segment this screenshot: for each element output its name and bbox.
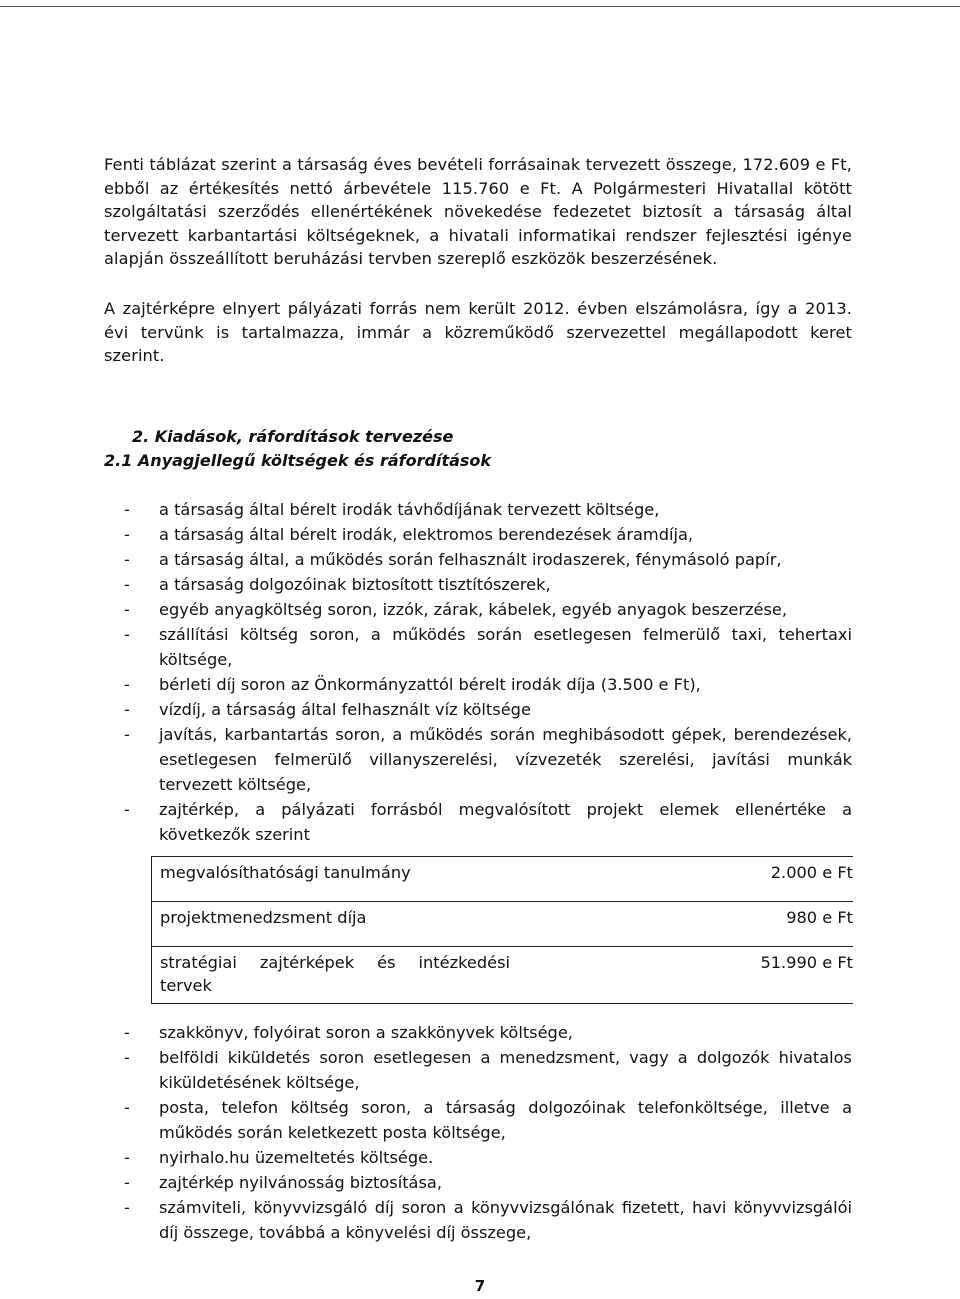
list-dash: - <box>124 550 130 569</box>
list-dash: - <box>124 1048 130 1067</box>
list-dash: - <box>124 1148 130 1167</box>
list-dash: - <box>124 575 130 594</box>
list-item: - zajtérkép nyilvánosság biztosítása, <box>104 1170 852 1195</box>
list-item: - egyéb anyagköltség soron, izzók, zárak, kábelek, egyéb anyagok beszerzése, <box>104 597 852 622</box>
list-item: - belföldi kiküldetés soron esetlegesen a menedzsment, vagy a dolgozók hivatalos kiküldetésének költsége, <box>104 1045 852 1095</box>
project-cost-table <box>151 856 853 1004</box>
cost-item-label: stratégiai zajtérképek és intézkedési tervek <box>152 947 519 1004</box>
table-row <box>152 902 854 947</box>
list-dash: - <box>124 1198 130 1217</box>
cost-item-amount: 980 e Ft <box>518 902 853 947</box>
list-dash: - <box>124 700 130 719</box>
list-dash: - <box>124 1098 130 1117</box>
cost-item-amount: 2.000 e Ft <box>518 857 853 902</box>
material-cost-list <box>104 497 852 847</box>
list-dash: - <box>124 725 130 744</box>
other-cost-list <box>104 1020 852 1245</box>
table-row <box>152 947 854 1004</box>
list-item: - szállítási költség soron, a működés során esetlegesen felmerülő taxi, tehertaxi költsége, <box>104 622 852 672</box>
list-dash: - <box>124 675 130 694</box>
list-item: - zajtérkép, a pályázati forrásból megvalósított projekt elemek ellenértéke a következők szerint <box>104 797 852 847</box>
cost-item-amount: 51.990 e Ft <box>518 947 853 1004</box>
list-dash: - <box>124 600 130 619</box>
list-item: - vízdíj, a társaság által felhasznált víz költsége <box>104 697 852 722</box>
top-rule <box>0 6 960 7</box>
list-item: - posta, telefon költség soron, a társaság dolgozóinak telefonköltsége, illetve a működés során keletkezett posta költsége, <box>104 1095 852 1145</box>
page-number: 7 <box>474 1277 486 1295</box>
list-item: - szakkönyv, folyóirat soron a szakkönyvek költsége, <box>104 1020 852 1045</box>
cost-item-label: megvalósíthatósági tanulmány <box>152 857 519 902</box>
list-dash: - <box>124 625 130 644</box>
cost-item-label: projektmenedzsment díja <box>152 902 519 947</box>
list-dash: - <box>124 525 130 544</box>
paragraph-revenue-summary: Fenti táblázat szerint a társaság éves bevételi forrásainak tervezett összege, 172.609 e Ft, ebből az értékesítés nettó árbevétele 115.760 e Ft. A Polgármesteri Hivatallal kötött szolgáltatási szerződés ellenértékének növekedése fedezetet biztosít a társaság által tervezett karbantartási költségeknek, a hivatali informatikai rendszer fejlesztési igénye alapján összeállított beruházási tervben szereplő eszközök beszerzésének. <box>104 155 852 268</box>
list-item: - javítás, karbantartás soron, a működés során meghibásodott gépek, berendezések, esetlegesen felmerülő villanyszerelési, vízvezeték szerelési, javítási munkák tervezett költsége, <box>104 722 852 797</box>
section-heading-expenses: 2. Kiadások, ráfordítások tervezése <box>132 427 454 446</box>
list-dash: - <box>124 800 130 819</box>
list-dash: - <box>124 1173 130 1192</box>
list-item: - a társaság dolgozóinak biztosított tisztítószerek, <box>104 572 852 597</box>
paragraph-noise-map-funding: A zajtérképre elnyert pályázati forrás nem került 2012. évben elszámolásra, így a 2013. évi tervünk is tartalmazza, immár a közreműködő szervezettel megállapodott keret szerint. <box>104 299 852 365</box>
list-item: - bérleti díj soron az Önkormányzattól bérelt irodák díja (3.500 e Ft), <box>104 672 852 697</box>
list-dash: - <box>124 1023 130 1042</box>
list-dash: - <box>124 500 130 519</box>
table-row <box>152 857 854 902</box>
list-item: - nyirhalo.hu üzemeltetés költsége. <box>104 1145 852 1170</box>
list-item: - számviteli, könyvvizsgáló díj soron a könyvvizsgálónak fizetett, havi könyvvizsgálói díj összege, továbbá a könyvelési díj összege, <box>104 1195 852 1245</box>
subsection-heading-material-costs: 2.1 Anyagjellegű költségek és ráfordítások <box>104 451 492 470</box>
list-item: - a társaság által bérelt irodák, elektromos berendezések áramdíja, <box>104 522 852 547</box>
list-item: - a társaság által, a működés során felhasznált irodaszerek, fénymásoló papír, <box>104 547 852 572</box>
list-item: - a társaság által bérelt irodák távhődíjának tervezett költsége, <box>104 497 852 522</box>
